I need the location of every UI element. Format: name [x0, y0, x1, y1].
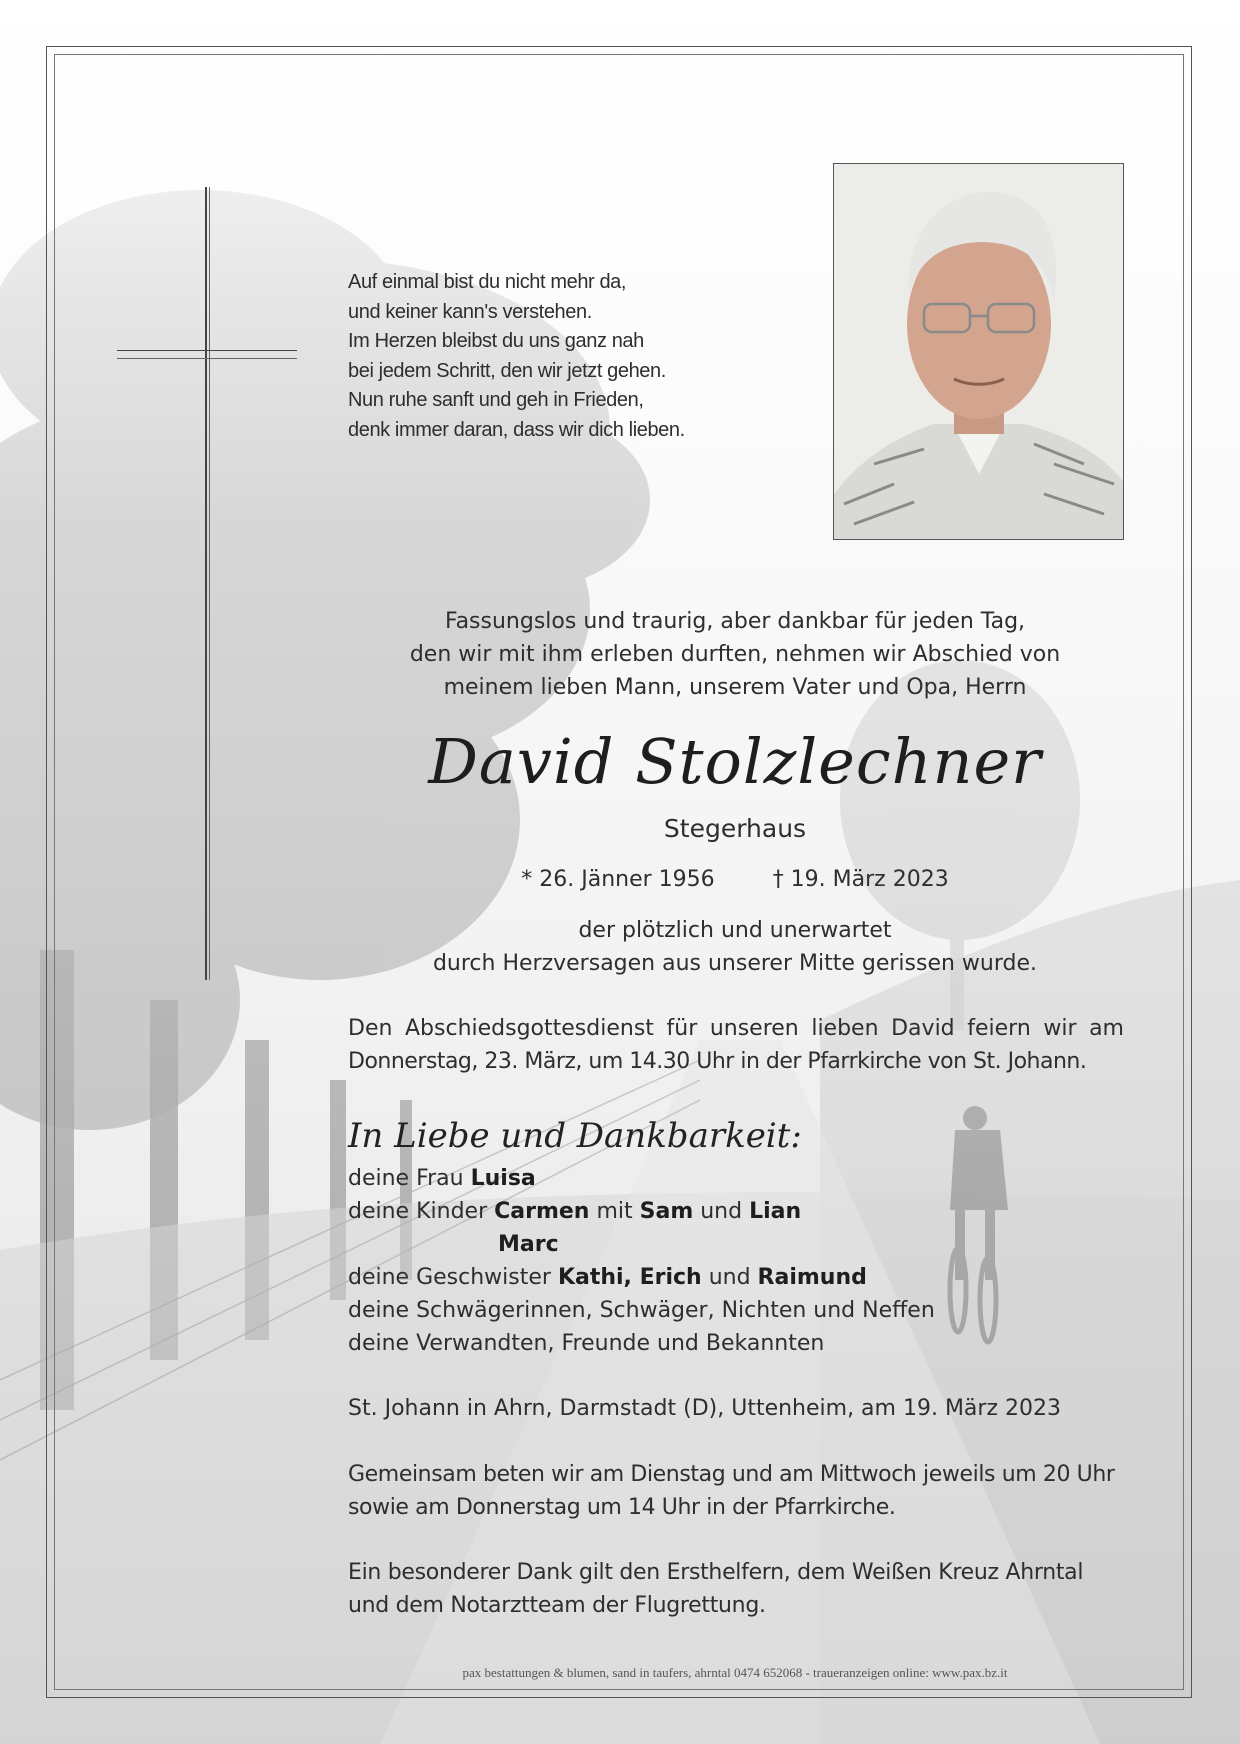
intro-line: den wir mit ihm erleben durften, nehmen wir Abschied von — [409, 642, 1061, 667]
mourners-list — [348, 1162, 1124, 1360]
memorial-poem — [348, 268, 768, 445]
poem-line: Nun ruhe sanft und geh in Frieden, — [348, 389, 644, 411]
intro-text — [340, 605, 1130, 704]
funeral-service-text — [348, 1012, 1124, 1078]
cause-text — [340, 914, 1130, 980]
publisher-footer: pax bestattungen & blumen, sand in taufers, ahrntal 0474 652068 - traueranzeigen online: www.pax.bz.it — [462, 1665, 1008, 1680]
place-and-date: St. Johann in Ahrn, Darmstadt (D), Uttenheim, am 19. März 2023 — [348, 1396, 1061, 1421]
portrait-photo — [833, 163, 1124, 540]
service-line: Donnerstag, 23. März, um 14.30 Uhr in der Pfarrkirche von St. Johann. — [348, 1049, 1087, 1074]
mourner-relation: deine Kinder — [348, 1199, 495, 1224]
house-name: Stegerhaus — [663, 814, 807, 843]
mourner-name: Carmen — [494, 1199, 590, 1224]
mourners-heading: In Liebe und Dankbarkeit: — [348, 1116, 802, 1156]
birth-date: * 26. Jänner 1956 — [521, 867, 715, 892]
prayer-line: sowie am Donnerstag um 14 Uhr in der Pfarrkirche. — [348, 1495, 896, 1520]
cross-vertical-bar-thin — [209, 187, 210, 980]
mourner-row-child2 — [348, 1228, 1124, 1261]
mourner-name: Sam — [639, 1199, 694, 1224]
mourner-connector: mit — [589, 1199, 640, 1224]
cause-line: durch Herzversagen aus unserer Mitte gerissen wurde. — [432, 951, 1038, 976]
mourner-name: Luisa — [470, 1166, 536, 1191]
intro-line: meinem lieben Mann, unserem Vater und Opa, Herrn — [443, 675, 1027, 700]
poem-line: Im Herzen bleibst du uns ganz nah — [348, 330, 644, 352]
mourner-connector: und — [693, 1199, 750, 1224]
mourner-name: Lian — [749, 1199, 802, 1224]
cross-horizontal-bar — [117, 350, 297, 351]
cross-horizontal-bar-thin — [117, 358, 297, 359]
mourner-row-relatives: deine Verwandten, Freunde und Bekannten — [348, 1331, 825, 1356]
poem-line: Auf einmal bist du nicht mehr da, — [348, 271, 627, 293]
mourner-row-wife — [348, 1162, 1124, 1195]
mourner-relation: deine Geschwister — [348, 1265, 558, 1290]
mourner-relation: deine Frau — [348, 1166, 471, 1191]
prayer-line: Gemeinsam beten wir am Dienstag und am Mittwoch jeweils um 20 Uhr — [348, 1462, 1115, 1487]
thanks-line: Ein besonderer Dank gilt den Ersthelfern, dem Weißen Kreuz Ahrntal — [348, 1560, 1084, 1585]
mourner-row-siblings — [348, 1261, 1124, 1294]
service-line: Den Abschiedsgottesdienst für unseren lieben David feiern wir am — [348, 1016, 1124, 1041]
poem-line: und keiner kann's verstehen. — [348, 300, 592, 323]
intro-line: Fassungslos und traurig, aber dankbar für jeden Tag, — [444, 609, 1026, 634]
death-date: † 19. März 2023 — [772, 867, 949, 892]
poem-line: bei jedem Schritt, den wir jetzt gehen. — [348, 359, 666, 382]
mourner-name: Kathi, Erich — [557, 1265, 702, 1290]
deceased-name: David Stolzlechner — [428, 725, 1042, 798]
mourner-row-children — [348, 1195, 1124, 1228]
mourner-name: Raimund — [757, 1265, 867, 1290]
cause-line: der plötzlich und unerwartet — [578, 918, 892, 943]
mourner-row-inlaws: deine Schwägerinnen, Schwäger, Nichten und Neffen — [348, 1298, 935, 1323]
thanks-line: und dem Notarztteam der Flugrettung. — [348, 1593, 766, 1618]
cross-vertical-bar — [205, 187, 207, 980]
portrait-illustration — [834, 164, 1124, 540]
mourner-connector: und — [701, 1265, 758, 1290]
poem-line: denk immer daran, dass wir dich lieben. — [348, 418, 685, 441]
mourner-name: Marc — [498, 1232, 559, 1257]
prayer-text — [348, 1458, 1138, 1524]
life-dates — [340, 864, 1130, 896]
special-thanks-text — [348, 1556, 1138, 1622]
